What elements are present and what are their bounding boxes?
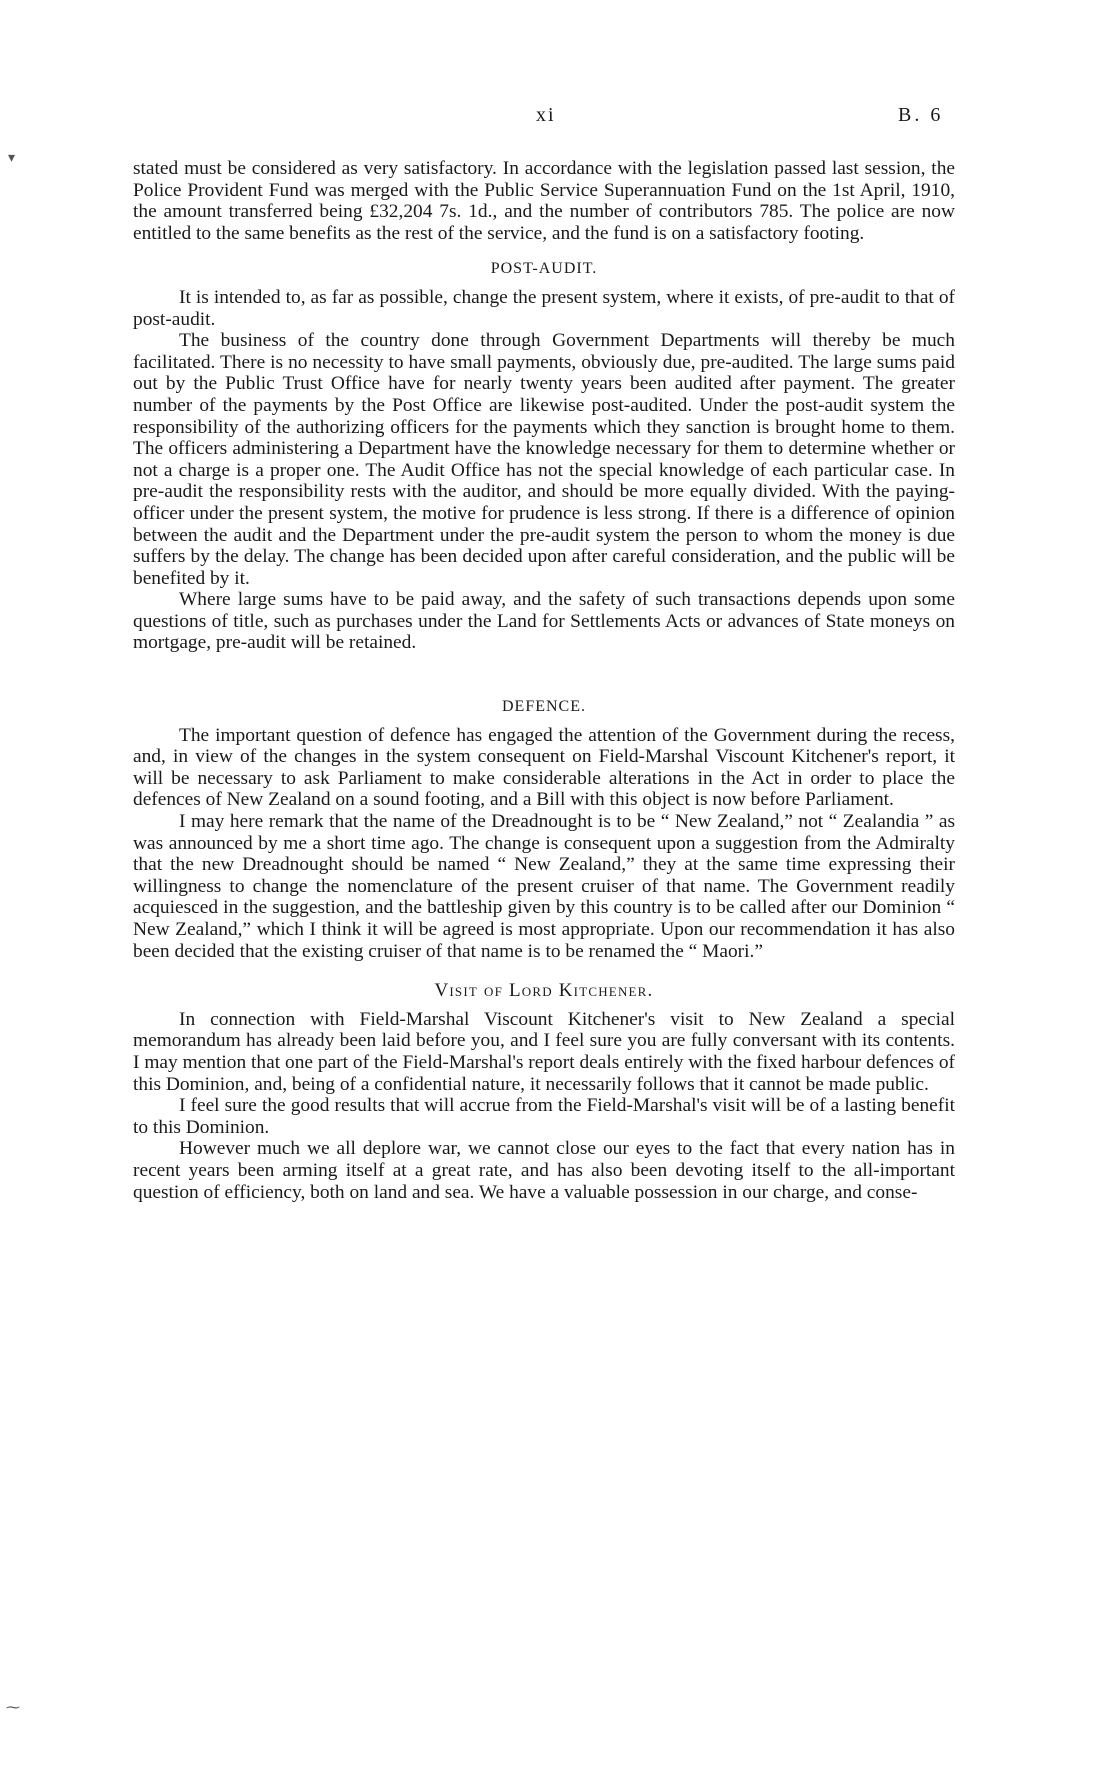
paragraph-kitchener-3: However much we all deplore war, we cannot close our eyes to the fact that every nation has in recent years been arming itself at a great rate, and has also been devoting itself to the all-important question of efficiency, both on land and sea. We have a valuable possession in our charge, and conse- (133, 1138, 955, 1203)
paragraph-intro: stated must be considered as very satisfactory. In accordance with the legislation passed last session, the Police Provident Fund was merged with the Public Service Superannuation Fund on the 1st April, 1910, the amount transferred being £32,204 7s. 1d., and the number of contributors 785. The police are now entitled to the same benefits as the rest of the service, and the fund is on a satisfactory footing. (133, 158, 955, 244)
margin-mark: ⁓ (6, 1701, 20, 1716)
paragraph-kitchener-2: I feel sure the good results that will accrue from the Field-Marshal's visit will be of a lasting benefit to this Dominion. (133, 1095, 955, 1138)
paragraph-defence-1: The important question of defence has engaged the attention of the Government during the recess, and, in view of the changes in the system consequent on Field-Marshal Viscount Kitchener's report, it will be necessary to ask Parliament to make considerable alterations in the Act in order to place the defences of New Zealand on a sound footing, and a Bill with this object is now before Parliament. (133, 724, 955, 811)
page-header (0, 104, 1114, 134)
paragraph-post-audit-3: Where large sums have to be paid away, and the safety of such transactions depends upon some questions of title, such as purchases under the Land for Settlements Acts or advances of State moneys on mortgage, pre-audit will be retained. (133, 589, 955, 654)
section-heading-post-audit: POST-AUDIT. (490, 260, 598, 278)
paragraph-defence-2: I may here remark that the name of the Dreadnought is to be “ New Zealand,” not “ Zealandia ” as was announced by me a short time ago. The change is consequent upon a suggestion from the Admiralty that the new Dreadnought should be named “ New Zealand,” they at the same time expressing their willingness to change the nomenclature of the present cruiser of that name. The Government readily acquiesced in the suggestion, and the battleship given by this country is to be called after our Dominion “ New Zealand,” which I think it will be agreed is most appropriate. Upon our recommendation it has also been decided that the existing cruiser of that name is to be renamed the “ Maori.” (133, 811, 955, 962)
paragraph-post-audit-1: It is intended to, as far as possible, change the present system, where it exists, of pre-audit to that of post-audit. (133, 286, 955, 330)
document-body (133, 158, 955, 1203)
section-heading-kitchener: Visit of Lord Kitchener. (434, 980, 654, 1002)
paragraph-kitchener-1: In connection with Field-Marshal Viscount Kitchener's visit to New Zealand a special memorandum has already been laid before you, and I feel sure you are fully conversant with its contents. I may mention that one part of the Field-Marshal's report deals entirely with the fixed harbour defences of this Dominion, and, being of a confidential nature, it necessarily follows that it cannot be made public. (133, 1008, 955, 1095)
margin-mark: ▾ (8, 151, 16, 166)
document-reference: B. 6 (898, 104, 944, 126)
paragraph-post-audit-2: The business of the country done through Government Departments will thereby be much facilitated. There is no necessity to have small payments, obviously due, pre-audited. The large sums paid out by the Public Trust Office have for nearly twenty years been audited after payment. The greater number of the payments by the Post Office are likewise post-audited. Under the post-audit system the responsibility of the authorizing officers for the payments which they sanction is brought home to them. The officers administering a Department have the knowledge necessary for them to determine whether or not a charge is a proper one. The Audit Office has not the special knowledge of each particular case. In pre-audit the responsibility rests with the auditor, and should be more equally divided. With the paying-officer under the present system, the motive for prudence is less strong. If there is a difference of opinion between the audit and the Department under the pre-audit system the person to whom the money is due suffers by the delay. The change has been decided upon after careful consideration, and the public will be benefited by it. (133, 330, 955, 589)
page-number: xi (536, 104, 556, 126)
section-heading-defence: DEFENCE. (502, 698, 586, 716)
